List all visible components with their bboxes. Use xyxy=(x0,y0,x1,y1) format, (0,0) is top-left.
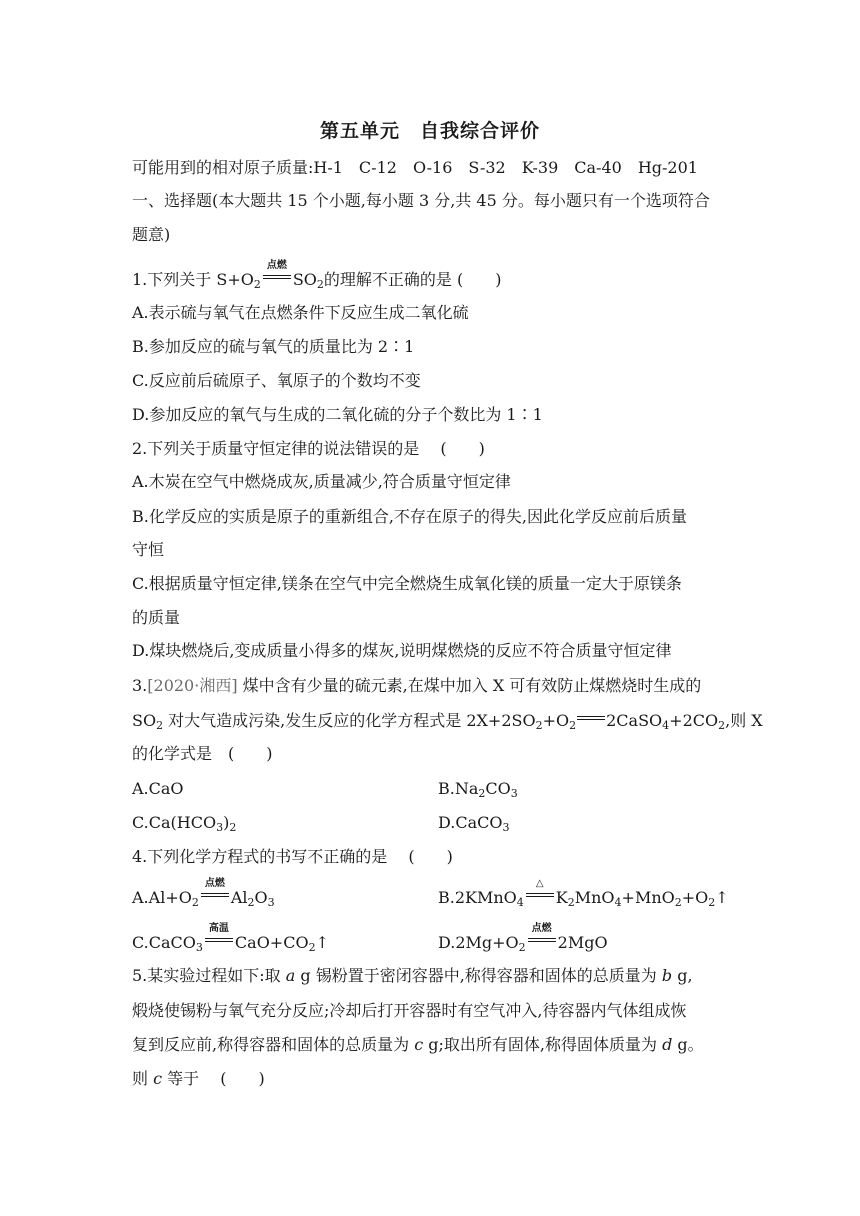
q4-option-b: B.2KMnO$_4$ △ $K_2MnO_4+MnO_2+O_2↑$ xyxy=(438,878,729,909)
q3-stem-line2: $SO_2$ 对大气造成污染,发生反应的化学方程式是 $2X+2SO_2+O_2$ $2CaSO_4+2CO_2$,则 X xyxy=(132,711,763,732)
q2-option-b-line2: 守恒 xyxy=(132,540,165,559)
q1-option-c: C.反应前后硫原子、氧原子的个数均不变 xyxy=(132,371,421,390)
q2-option-a: A.木炭在空气中燃烧成灰,质量减少,符合质量守恒定律 xyxy=(132,472,511,491)
q3-stem-line3: 的化学式是 ( ) xyxy=(132,744,273,763)
q1-option-b: B.参加反应的硫与氧气的质量比为 2∶1 xyxy=(132,337,415,356)
q4-option-c: C.CaCO$_3$ 高温 $CaO+CO_2↑$ xyxy=(132,923,329,954)
q4-stem: 4.下列化学方程式的书写不正确的是 ( ) xyxy=(132,847,453,866)
equals-sign xyxy=(576,710,606,726)
q4-option-a: $A.Al+O_2$ 点燃 $Al_2O_3$ xyxy=(132,878,275,909)
q3-option-a: A.CaO xyxy=(132,779,184,798)
reaction-condition-arrow: 点燃 xyxy=(527,932,557,948)
q2-option-c-line1: C.根据质量守恒定律,镁条在空气中完全燃烧生成氧化镁的质量一定大于原镁条 xyxy=(132,574,682,593)
page-title: 第五单元 自我综合评价 xyxy=(319,120,540,142)
q5-stem-line2: 煅烧使锡粉与氧气充分反应;冷却后打开容器时有空气冲入,待容器内气体组成恢 xyxy=(132,1001,687,1020)
q3-option-b: $B.Na_2CO_3$ xyxy=(438,779,518,800)
atomic-masses-note: 可能用到的相对原子质量:H-1 C-12 O-16 S-32 K-39 Ca-40 Hg-201 xyxy=(132,158,698,177)
q2-option-c-line2: 的质量 xyxy=(132,608,181,627)
q2-option-b-line1: B.化学反应的实质是原子的重新组合,不存在原子的得失,因此化学反应前后质量 xyxy=(132,507,688,526)
reaction-condition-arrow: △ xyxy=(525,887,555,903)
q3-stem-line1: 3.[2020·湘西] 煤中含有少量的硫元素,在煤中加入 X 可有效防止煤燃烧时生成的 xyxy=(132,676,702,695)
reaction-condition-arrow: 点燃 xyxy=(200,887,230,903)
source-tag: [2020·湘西] xyxy=(147,676,238,695)
q2-option-d: D.煤块燃烧后,变成质量小得多的煤灰,说明煤燃烧的反应不符合质量守恒定律 xyxy=(132,641,672,660)
q1-option-d: D.参加反应的氧气与生成的二氧化硫的分子个数比为 1∶1 xyxy=(132,405,543,424)
q1-option-a: A.表示硫与氧气在点燃条件下反应生成二氧化硫 xyxy=(132,303,469,322)
q3-option-d: D.CaCO$_3$ xyxy=(438,813,510,834)
q1-stem: 1.下列关于 $S+O_2$ 点燃 $SO_2$的理解不正确的是 ( ) xyxy=(132,260,502,291)
q5-stem-line3: 复到反应前,称得容器和固体的总质量为 c g;取出所有固体,称得固体质量为 d g。 xyxy=(132,1035,704,1054)
reaction-condition-arrow: 点燃 xyxy=(262,269,292,285)
q2-stem: 2.下列关于质量守恒定律的说法错误的是 ( ) xyxy=(132,439,485,458)
reaction-condition-arrow: 高温 xyxy=(204,932,234,948)
section-heading-line1: 一、选择题(本大题共 15 个小题,每小题 3 分,共 45 分。每小题只有一个选项符合 xyxy=(132,191,710,210)
q3-option-c: $C.Ca(HCO_3)_2$ xyxy=(132,813,237,834)
q5-stem-line1: 5.某实验过程如下:取 a g 锡粉置于密闭容器中,称得容器和固体的总质量为 b g, xyxy=(132,966,693,985)
q5-stem-line4: 则 c 等于 ( ) xyxy=(132,1069,265,1088)
q4-option-d: $D.2Mg+O_2$ 点燃 2MgO xyxy=(438,923,608,954)
section-heading-line2: 题意) xyxy=(132,225,171,244)
